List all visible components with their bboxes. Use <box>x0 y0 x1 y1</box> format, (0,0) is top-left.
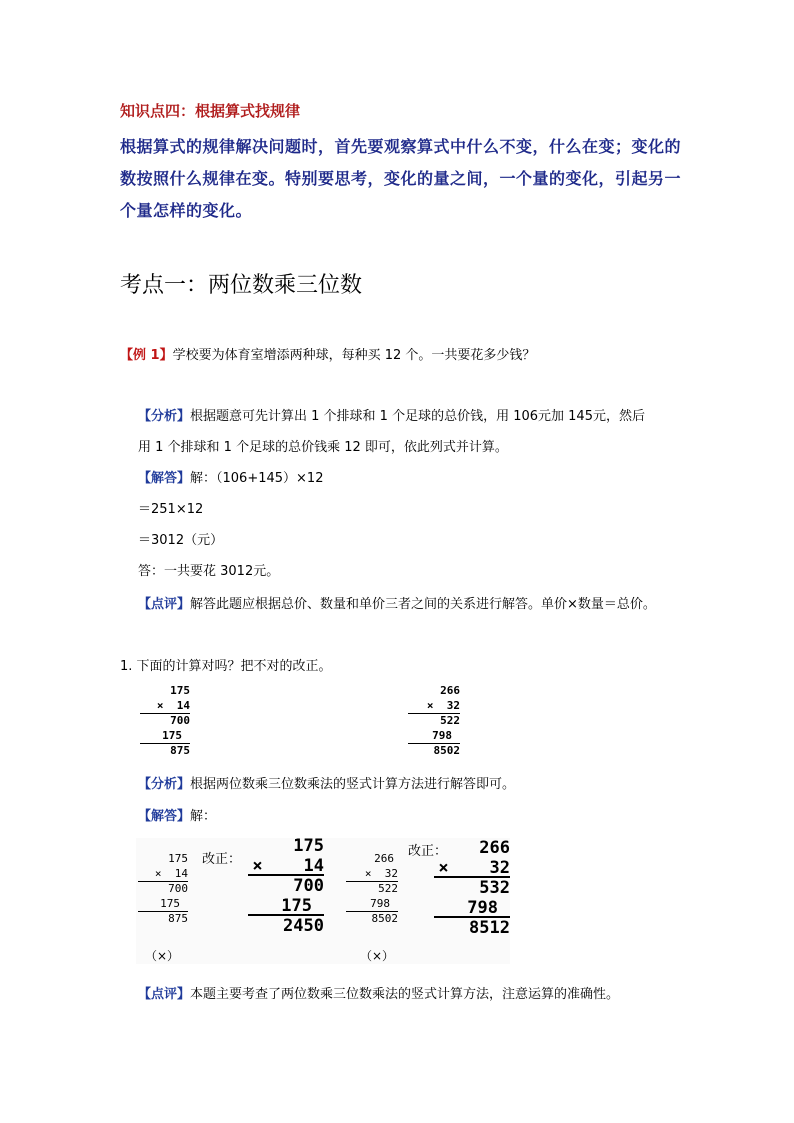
example-tag: 【例 1】 <box>120 348 173 363</box>
analysis-text-1: 根据题意可先计算出 1 个排球和 1 个足球的总价钱，用 106元加 145元，然后 <box>190 409 645 424</box>
example1-question-line <box>120 344 535 363</box>
calc-original-a <box>140 684 190 760</box>
calc-partial-2: 175 <box>281 896 312 916</box>
problem1-question-line <box>120 655 332 674</box>
corrected-calc-a <box>248 836 324 936</box>
calc-partial-1: 700 <box>293 876 324 896</box>
calc-top: 175 <box>170 684 190 697</box>
knowledge-point-title: 知识点四：根据算式找规律 <box>120 102 301 120</box>
calc-partial-2: 798 <box>432 729 452 742</box>
example1-comment-line <box>138 593 656 612</box>
example1-answer-line-1 <box>138 467 323 486</box>
mark-a: （×） <box>145 949 180 963</box>
calc-partial-1: 532 <box>479 878 510 898</box>
calc-multiplier: × 14 <box>252 856 324 876</box>
correct-label-a: 改正： <box>202 852 242 867</box>
answer-tag: 【解答】 <box>138 471 191 486</box>
comment-text: 本题主要考查了两位数乘三位数乘法的竖式计算方法，注意运算的准确性。 <box>190 987 620 1002</box>
mark-b: （×） <box>360 949 395 963</box>
example1-analysis-line-1 <box>138 405 645 424</box>
calc-partial-2: 175 <box>162 729 182 742</box>
calc-partial-1: 700 <box>170 714 190 727</box>
calc-multiplier: × 14 <box>156 699 190 712</box>
problem1-analysis-line <box>138 773 515 792</box>
calc-multiplier: × 32 <box>438 858 510 878</box>
answer-calc-b <box>346 852 398 928</box>
answer-calc-a <box>138 852 188 928</box>
problem1-answer-line <box>138 805 216 824</box>
calc-top: 266 <box>374 852 394 865</box>
calc-partial-2: 798 <box>370 897 390 910</box>
calc-partial-2: 175 <box>160 897 180 910</box>
calc-multiplier: × 32 <box>364 867 398 880</box>
calc-result: 8502 <box>433 744 460 757</box>
example1-answer-line-2: ＝251×12 <box>138 502 204 517</box>
calc-original-b <box>408 684 460 760</box>
calc-multiplier: × 14 <box>154 867 188 880</box>
knowledge-point-line-3: 个量怎样的变化。 <box>120 201 253 220</box>
calc-result: 8512 <box>469 918 510 938</box>
knowledge-point-line-2: 数按照什么规律在变。特别要思考，变化的量之间，一个量的变化，引起另一 <box>120 169 682 188</box>
calc-partial-1: 700 <box>168 882 188 895</box>
calc-multiplier: × 32 <box>426 699 460 712</box>
calc-result: 875 <box>168 912 188 925</box>
calc-top: 266 <box>479 838 510 858</box>
analysis-tag: 【分析】 <box>138 777 191 792</box>
example1-answer-line-4: 答：一共要花 3012元。 <box>138 564 280 579</box>
section-title: 考点一：两位数乘三位数 <box>120 273 363 298</box>
answer-tag: 【解答】 <box>138 809 191 824</box>
answer-text: 解： <box>190 809 217 824</box>
calc-top: 175 <box>293 836 324 856</box>
corrected-calc-b <box>434 838 510 938</box>
correct-label-b: 改正： <box>408 844 448 859</box>
problem1-comment-line <box>138 983 619 1002</box>
calc-result: 875 <box>170 744 190 757</box>
calc-partial-2: 798 <box>467 898 498 918</box>
problem-question: 下面的计算对吗？把不对的改正。 <box>136 659 332 674</box>
problem-number: 1. <box>120 659 133 674</box>
answer-text-1: 解：（106+145）×12 <box>190 471 324 486</box>
knowledge-point-line-1: 根据算式的规律解决问题时，首先要观察算式中什么不变，什么在变；变化的 <box>120 137 682 156</box>
comment-tag: 【点评】 <box>138 987 191 1002</box>
calc-result: 2450 <box>283 916 324 936</box>
calc-result: 8502 <box>371 912 398 925</box>
example1-analysis-line-2: 用 1 个排球和 1 个足球的总价钱乘 12 即可，依此列式并计算。 <box>138 440 508 455</box>
example-question: 学校要为体育室增添两种球，每种买 12 个。一共要花多少钱？ <box>172 348 536 363</box>
comment-text: 解答此题应根据总价、数量和单价三者之间的关系进行解答。单价×数量＝总价。 <box>190 597 656 612</box>
calc-partial-1: 522 <box>440 714 460 727</box>
calc-partial-1: 522 <box>378 882 398 895</box>
analysis-tag: 【分析】 <box>138 409 191 424</box>
example1-answer-line-3: ＝3012（元） <box>138 533 224 548</box>
comment-tag: 【点评】 <box>138 597 191 612</box>
calc-top: 175 <box>168 852 188 865</box>
analysis-text: 根据两位数乘三位数乘法的竖式计算方法进行解答即可。 <box>190 777 516 792</box>
calc-top: 266 <box>440 684 460 697</box>
